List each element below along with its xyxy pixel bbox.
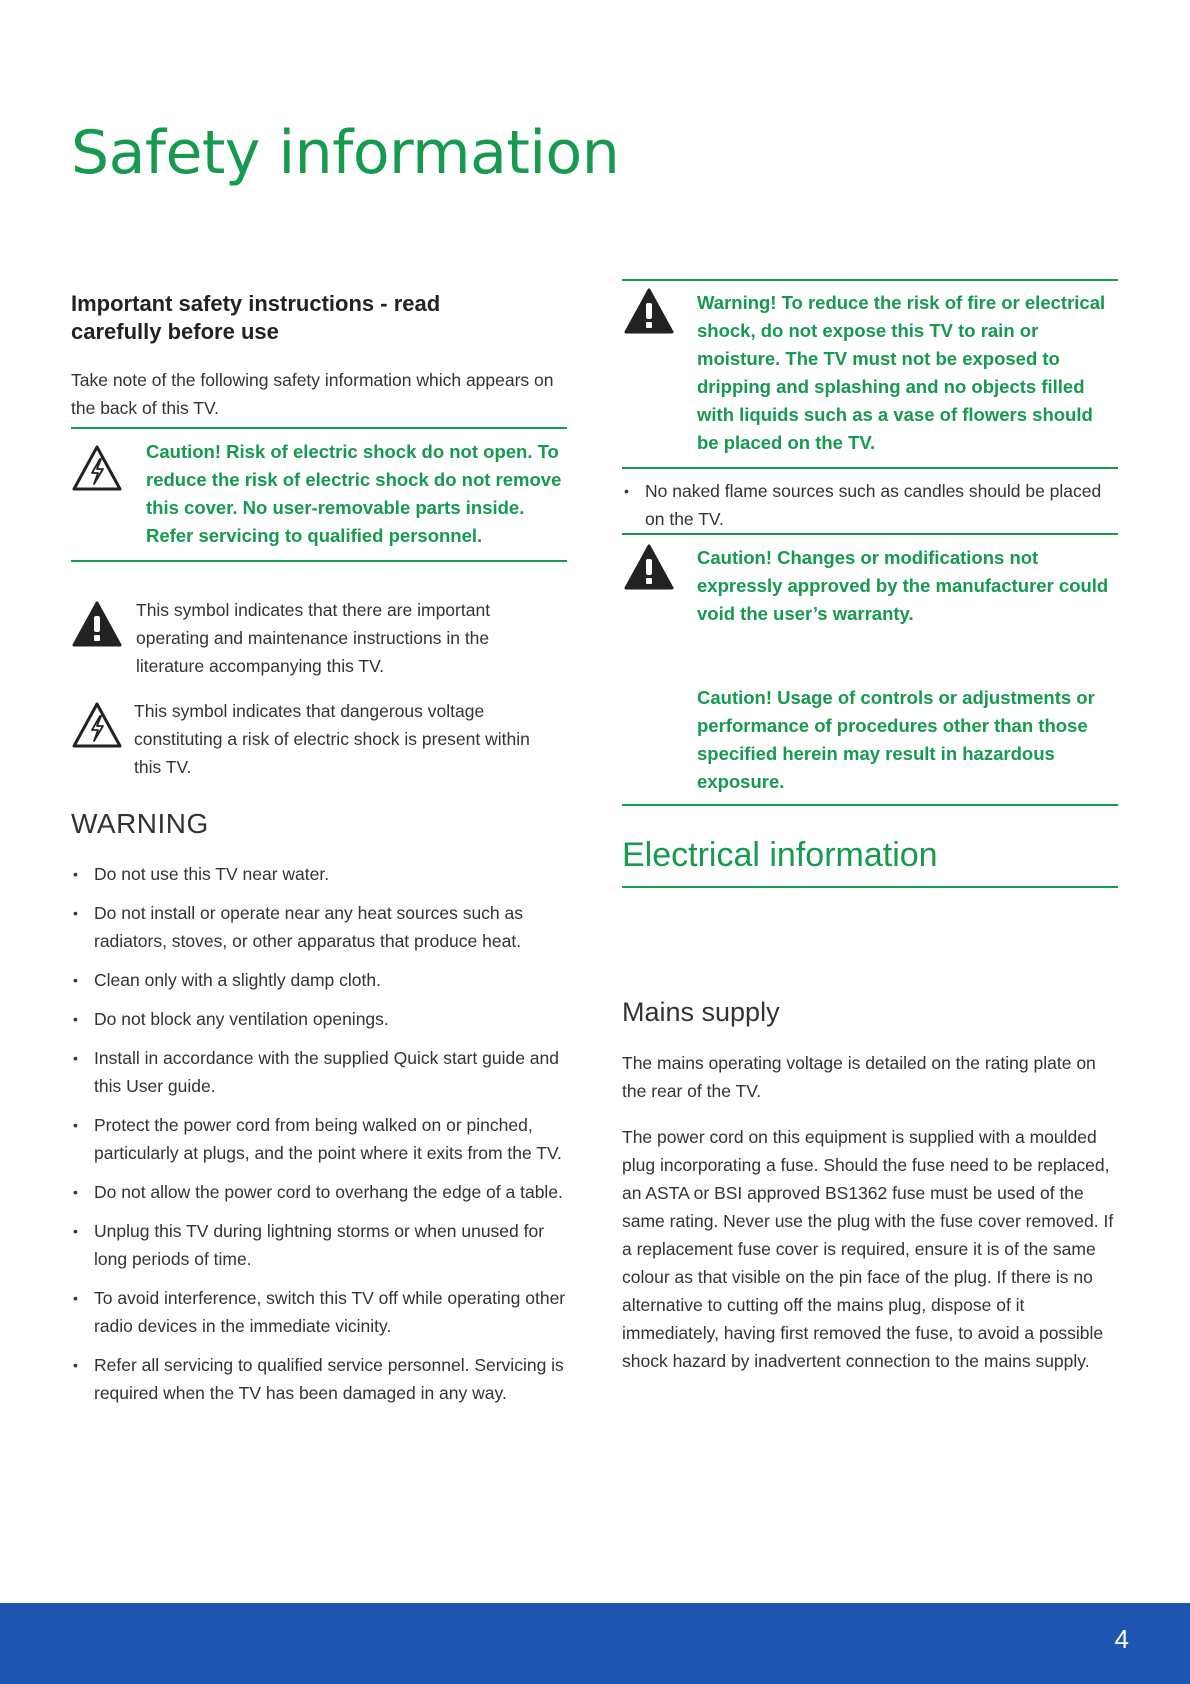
caution-controls-text: Caution! Usage of controls or adjustments or performance of procedures other than those specified herein may result in hazardous exposure. — [697, 687, 1095, 792]
list-item: • Install in accordance with the supplied Quick start guide and this User guide. — [71, 1044, 571, 1100]
divider — [622, 467, 1118, 469]
list-item: • Protect the power cord from being walked on or pinched, particularly at plugs, and the point where it exits from the TV. — [71, 1111, 571, 1167]
page-number: 4 — [1114, 1624, 1129, 1654]
divider — [622, 533, 1118, 535]
warning-heading: WARNING — [71, 808, 209, 839]
symbol-bolt-text: This symbol indicates that dangerous voltage constituting a risk of electric shock is present within this TV. — [134, 701, 530, 777]
mains-para-1: The mains operating voltage is detailed on the rating plate on the rear of the TV. — [622, 1053, 1096, 1101]
warning-list — [71, 860, 571, 1418]
list-item: • Clean only with a slightly damp cloth. — [71, 966, 571, 994]
divider — [622, 804, 1118, 806]
safety-subheading: Important safety instructions - read carefully before use — [71, 291, 441, 344]
caution-shock-box: Caution! Risk of electric shock do not open. To reduce the risk of electric shock do not remove this cover. No user-removable parts inside. Refer servicing to qualified personnel. — [146, 441, 562, 546]
exclamation-warning-icon — [71, 600, 123, 648]
mains-heading: Mains supply — [622, 997, 780, 1027]
symbol-exclaim-text: This symbol indicates that there are important operating and maintenance instructions in the literature accompanying this TV. — [136, 600, 491, 676]
electrical-heading: Electrical information — [622, 836, 938, 874]
exclamation-warning-icon — [623, 287, 675, 335]
warning-fire-box: Warning! To reduce the risk of fire or electrical shock, do not expose this TV to rain or moisture. The TV must not be exposed to dripping and splashing and no objects filled with liquids such as a vase of flowers should be placed on the TV. — [697, 292, 1106, 453]
intro-text: Take note of the following safety information which appears on the back of this TV. — [71, 370, 554, 418]
divider — [71, 427, 567, 429]
list-item: • Do not use this TV near water. — [71, 860, 571, 888]
caution-changes-text: Caution! Changes or modifications not expressly approved by the manufacturer could void the user’s warranty. — [697, 547, 1109, 624]
page-title: Safety information — [71, 118, 620, 188]
footer-bar — [0, 1603, 1190, 1684]
mains-para-2: The power cord on this equipment is supplied with a moulded plug incorporating a fuse. Should the fuse need to be replaced, an ASTA or BSI approved BS1362 fuse must be used of the same rating. Never use the plug with the fuse cover removed. If a replacement fuse cover is required, ensure it is of the same colour as that visible on the pin face of the plug. If there is no alternative to cutting off the mains plug, dispose of it immediately, having first removed the fuse, to avoid a possible shock hazard by inadvertent connection to the mains supply. — [622, 1127, 1114, 1371]
exclamation-warning-icon — [623, 543, 675, 591]
divider — [71, 560, 567, 562]
list-item: • Do not allow the power cord to overhang the edge of a table. — [71, 1178, 571, 1206]
list-item: • Do not block any ventilation openings. — [71, 1005, 571, 1033]
divider — [622, 886, 1118, 888]
list-item: • No naked flame sources such as candles should be placed on the TV. — [622, 477, 1118, 533]
list-item: • Refer all servicing to qualified service personnel. Servicing is required when the TV has been damaged in any way. — [71, 1351, 571, 1407]
list-item: • Do not install or operate near any heat sources such as radiators, stoves, or other apparatus that produce heat. — [71, 899, 571, 955]
list-item: • Unplug this TV during lightning storms or when unused for long periods of time. — [71, 1217, 571, 1273]
divider — [622, 279, 1118, 281]
list-item: • To avoid interference, switch this TV off while operating other radio devices in the immediate vicinity. — [71, 1284, 571, 1340]
electric-shock-icon — [71, 444, 123, 492]
lightning-bolt-icon — [71, 701, 123, 749]
